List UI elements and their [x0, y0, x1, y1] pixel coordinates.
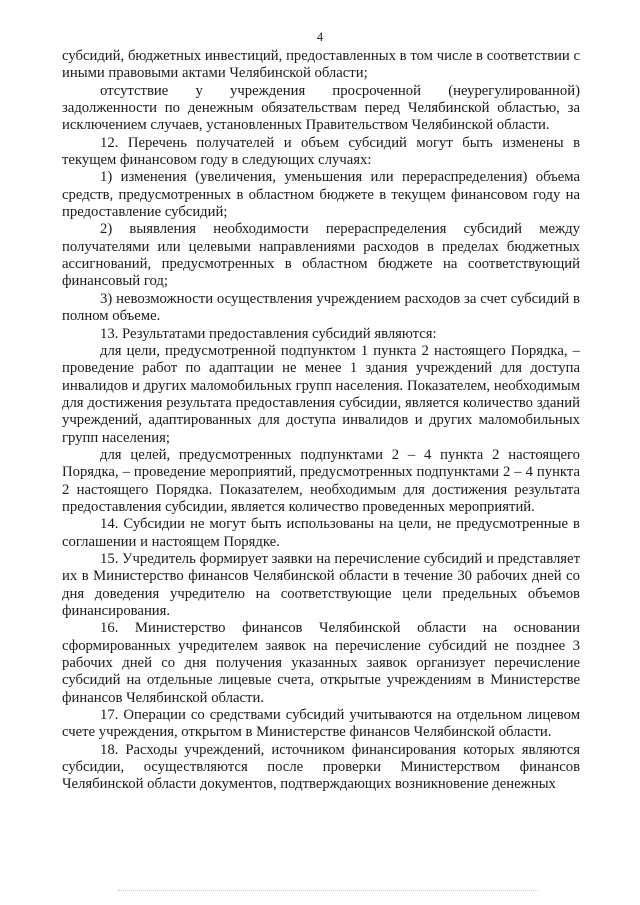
paragraph: 15. Учредитель формирует заявки на перечисление субсидий и представляет их в Министерство финансов Челябинской области в течение 30 рабочих дней со дня доведения учредителю на соответствующие цели предельных объемов финансирования. [62, 550, 580, 619]
page-number: 4 [316, 30, 324, 44]
paragraph: 18. Расходы учреждений, источником финансирования которых являются субсидии, осуществляются после проверки Министерством финансов Челябинской области документов, подтверждающих возникновение денежных [62, 741, 580, 793]
paragraph: для цели, предусмотренной подпунктом 1 пункта 2 настоящего Порядка, – проведение работ по адаптации не менее 1 здания учреждений для доступа инвалидов и других маломобильных групп населения. Показателем, необходимым для достижения результата предоставления субсидии, является количество зданий учреждений, адаптированных для доступа инвалидов и других маломобильных групп населения; [62, 342, 580, 446]
paragraph: 17. Операции со средствами субсидий учитываются на отдельном лицевом счете учреждения, открытом в Министерстве финансов Челябинской области. [62, 707, 580, 741]
paragraph: 14. Субсидии не могут быть использованы на цели, не предусмотренные в соглашении и настоящем Порядке. [62, 516, 580, 550]
paragraph: 3) невозможности осуществления учреждением расходов за счет субсидий в полном объеме. [62, 290, 580, 325]
paragraph: отсутствие у учреждения просроченной (неурегулированной) задолженности по денежным обязательствам перед Челябинской областью, за исключением случаев, установленных Правительством Челябинской области. [62, 82, 580, 134]
scan-bottom-edge [118, 890, 538, 891]
paragraph: 2) выявления необходимости перераспределения субсидий между получателями или целевыми направлениями расходов в пределах бюджетных ассигнований, предусмотренных в областном бюджете на соответствующий финансовый год; [62, 221, 580, 290]
paragraph: 16. Министерство финансов Челябинской области на основании сформированных учредителем заявок на перечисление субсидий не позднее 3 рабочих дней со дня получения указанных заявок организует перечисление субсидий на отдельные лицевые счета, открытые учреждениям в Министерстве финансов Челябинской области. [62, 620, 580, 706]
document-body [62, 48, 580, 794]
paragraph: 12. Перечень получателей и объем субсидий могут быть изменены в текущем финансовом году в следующих случаях: [62, 134, 580, 169]
paragraph: 1) изменения (увеличения, уменьшения или перераспределения) объема средств, предусмотренных в областном бюджете в текущем финансовом году на предоставление субсидий; [62, 169, 580, 221]
paragraph: 13. Результатами предоставления субсидий являются: [100, 325, 437, 342]
paragraph: субсидий, бюджетных инвестиций, предоставленных в том числе в соответствии с иными правовыми актами Челябинской области; [62, 48, 580, 82]
paragraph: для целей, предусмотренных подпунктами 2 – 4 пункта 2 настоящего Порядка, – проведение мероприятий, предусмотренных подпунктами 2 – 4 пункта 2 настоящего Порядка. Показателем, необходимым для достижения результата предоставления субсидии, является количество проведенных мероприятий. [62, 446, 580, 515]
